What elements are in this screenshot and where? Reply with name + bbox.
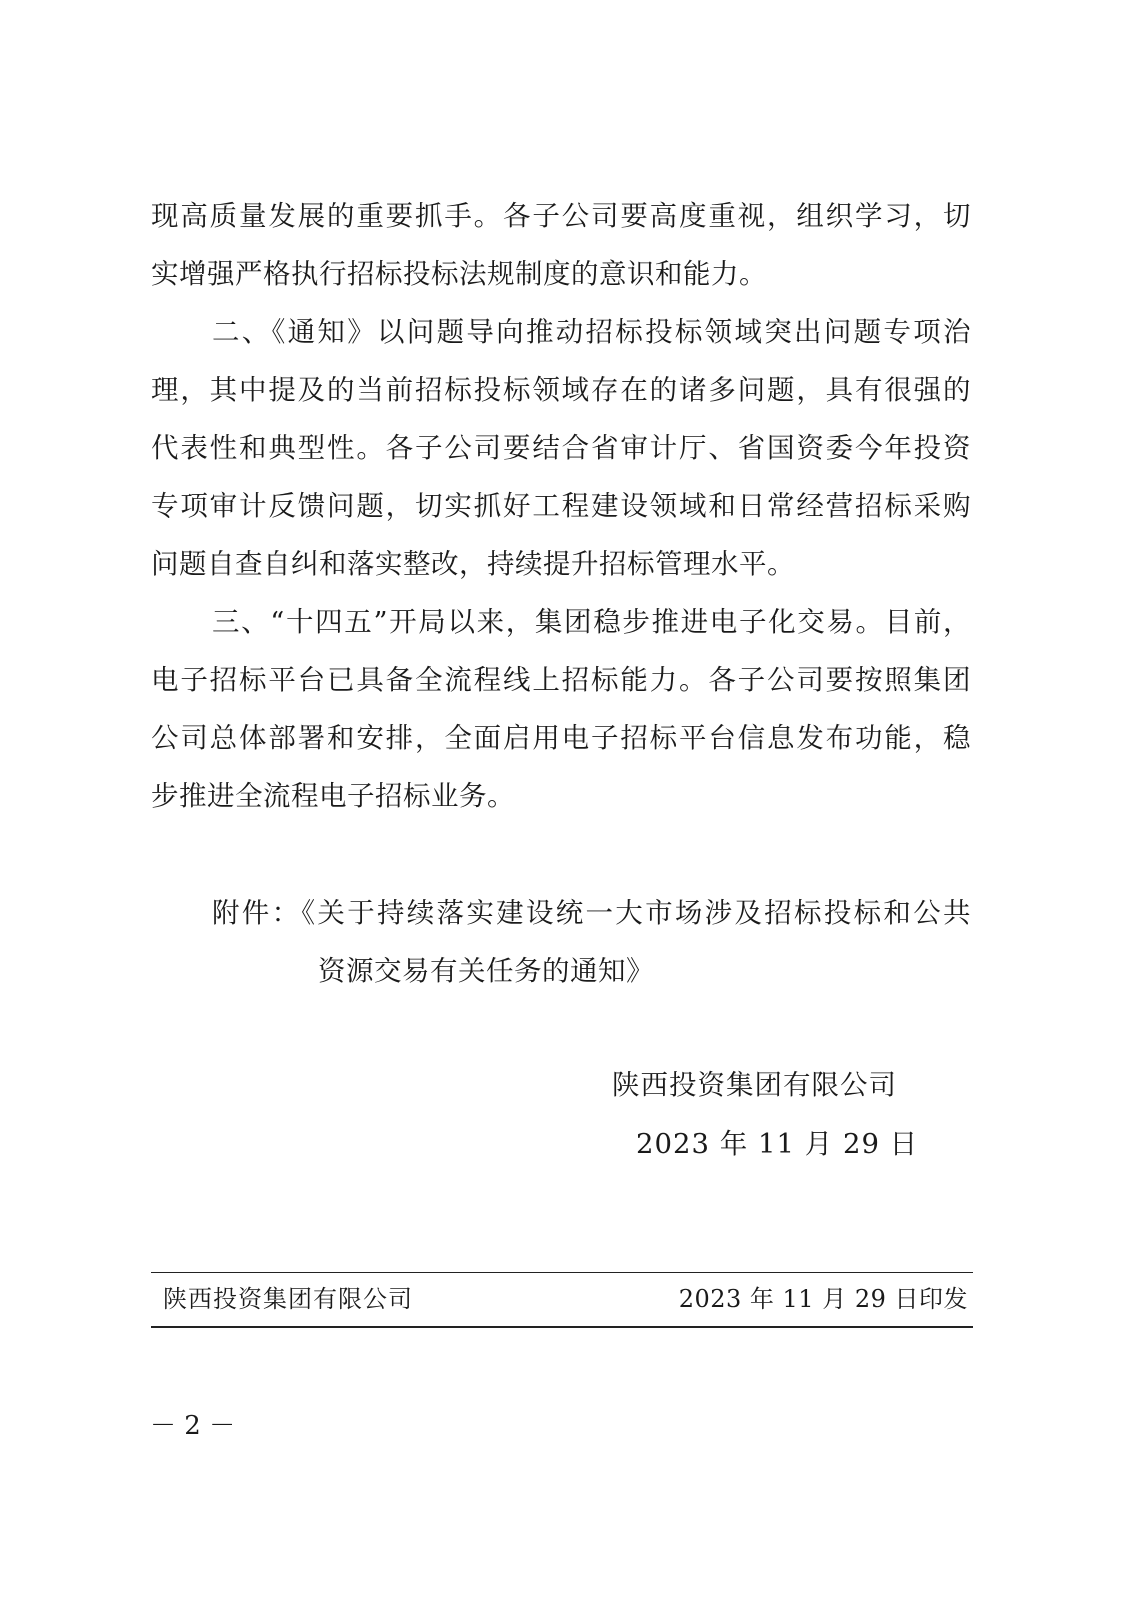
footer-top-rule — [151, 1272, 973, 1273]
page-number: － 2 － — [150, 1411, 236, 1441]
attachment-line-2: 资源交易有关任务的通知》 — [318, 955, 654, 987]
body-paragraph-3-line-1: 三、“十四五”开局以来，集团稳步推进电子化交易。目前， — [212, 606, 971, 638]
body-paragraph-2-line-5: 问题自查自纠和落实整改，持续提升招标管理水平。 — [151, 548, 795, 580]
body-paragraph-3-line-2: 电子招标平台已具备全流程线上招标能力。各子公司要按照集团 — [151, 664, 971, 696]
footer-bottom-rule — [151, 1326, 973, 1328]
footer-issuer: 陕西投资集团有限公司 — [163, 1285, 413, 1313]
attachment-line-1: 附件：《关于持续落实建设统一大市场涉及招标投标和公共 — [212, 897, 971, 929]
body-paragraph-1-line-1: 现高质量发展的重要抓手。各子公司要高度重视，组织学习，切 — [151, 200, 971, 232]
body-paragraph-2-line-2: 理，其中提及的当前招标投标领域存在的诸多问题，具有很强的 — [151, 374, 971, 406]
body-paragraph-1-line-2: 实增强严格执行招标投标法规制度的意识和能力。 — [151, 258, 767, 290]
body-paragraph-2-line-3: 代表性和典型性。各子公司要结合省审计厅、省国资委今年投资 — [151, 432, 971, 464]
body-paragraph-2-line-4: 专项审计反馈问题，切实抓好工程建设领域和日常经营招标采购 — [151, 490, 971, 522]
body-paragraph-3-line-3: 公司总体部署和安排，全面启用电子招标平台信息发布功能，稳 — [151, 722, 971, 754]
body-paragraph-3-line-4: 步推进全流程电子招标业务。 — [151, 780, 515, 812]
signature-organization: 陕西投资集团有限公司 — [612, 1069, 897, 1101]
body-paragraph-2-line-1: 二、《通知》以问题导向推动招标投标领域突出问题专项治 — [212, 316, 971, 348]
signature-date: 2023 年 11 月 29 日 — [636, 1128, 919, 1160]
footer-issue-date: 2023 年 11 月 29 日印发 — [678, 1285, 968, 1313]
